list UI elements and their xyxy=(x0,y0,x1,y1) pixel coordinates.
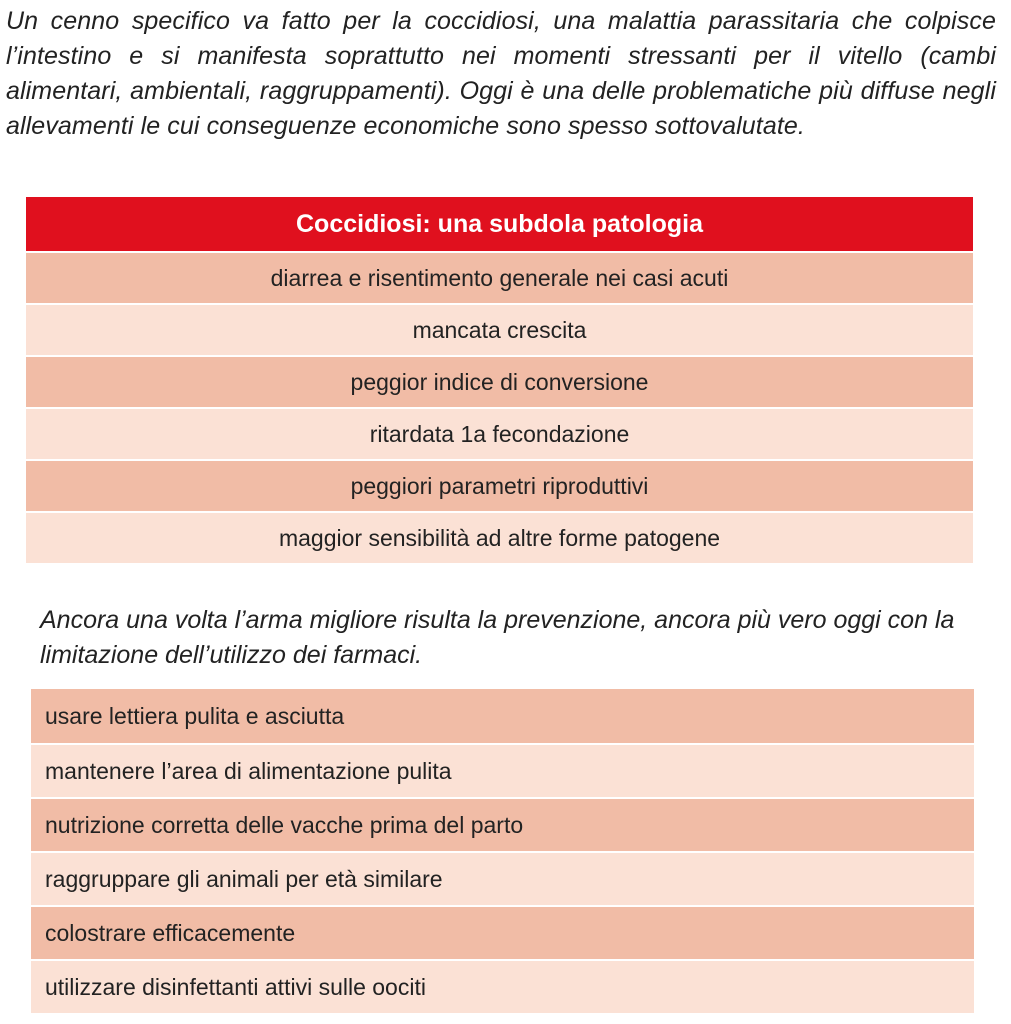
symptoms-row: diarrea e risentimento generale nei casi acuti xyxy=(26,251,973,303)
prevention-row: nutrizione corretta delle vacche prima del parto xyxy=(31,797,974,851)
symptoms-row: mancata crescita xyxy=(26,303,973,355)
symptoms-row: peggior indice di conversione xyxy=(26,355,973,407)
symptoms-row: peggiori parametri riproduttivi xyxy=(26,459,973,511)
prevention-row: usare lettiera pulita e asciutta xyxy=(31,689,974,743)
prevention-row: mantenere l’area di alimentazione pulita xyxy=(31,743,974,797)
prevention-row: raggruppare gli animali per età similare xyxy=(31,851,974,905)
symptoms-row: maggior sensibilità ad altre forme patogene xyxy=(26,511,973,563)
symptoms-row: ritardata 1a fecondazione xyxy=(26,407,973,459)
symptoms-table xyxy=(26,197,973,563)
prevention-row: utilizzare disinfettanti attivi sulle oociti xyxy=(31,959,974,1013)
symptoms-table-title: Coccidiosi: una subdola patologia xyxy=(26,197,973,251)
intro-paragraph: Un cenno specifico va fatto per la coccidiosi, una malattia parassitaria che colpisce l’intestino e si manifesta soprattutto nei momenti stressanti per il vitello (cambi alimentari, ambientali, raggruppamenti). Oggi è una delle problematiche più diffuse negli allevamenti le cui conseguenze economiche sono spesso sottovalutate. xyxy=(6,7,996,140)
prevention-paragraph: Ancora una volta l’arma migliore risulta la prevenzione, ancora più vero oggi con la limitazione dell’utilizzo dei farmaci. xyxy=(40,606,955,669)
prevention-table xyxy=(31,689,974,1013)
prevention-row: colostrare efficacemente xyxy=(31,905,974,959)
